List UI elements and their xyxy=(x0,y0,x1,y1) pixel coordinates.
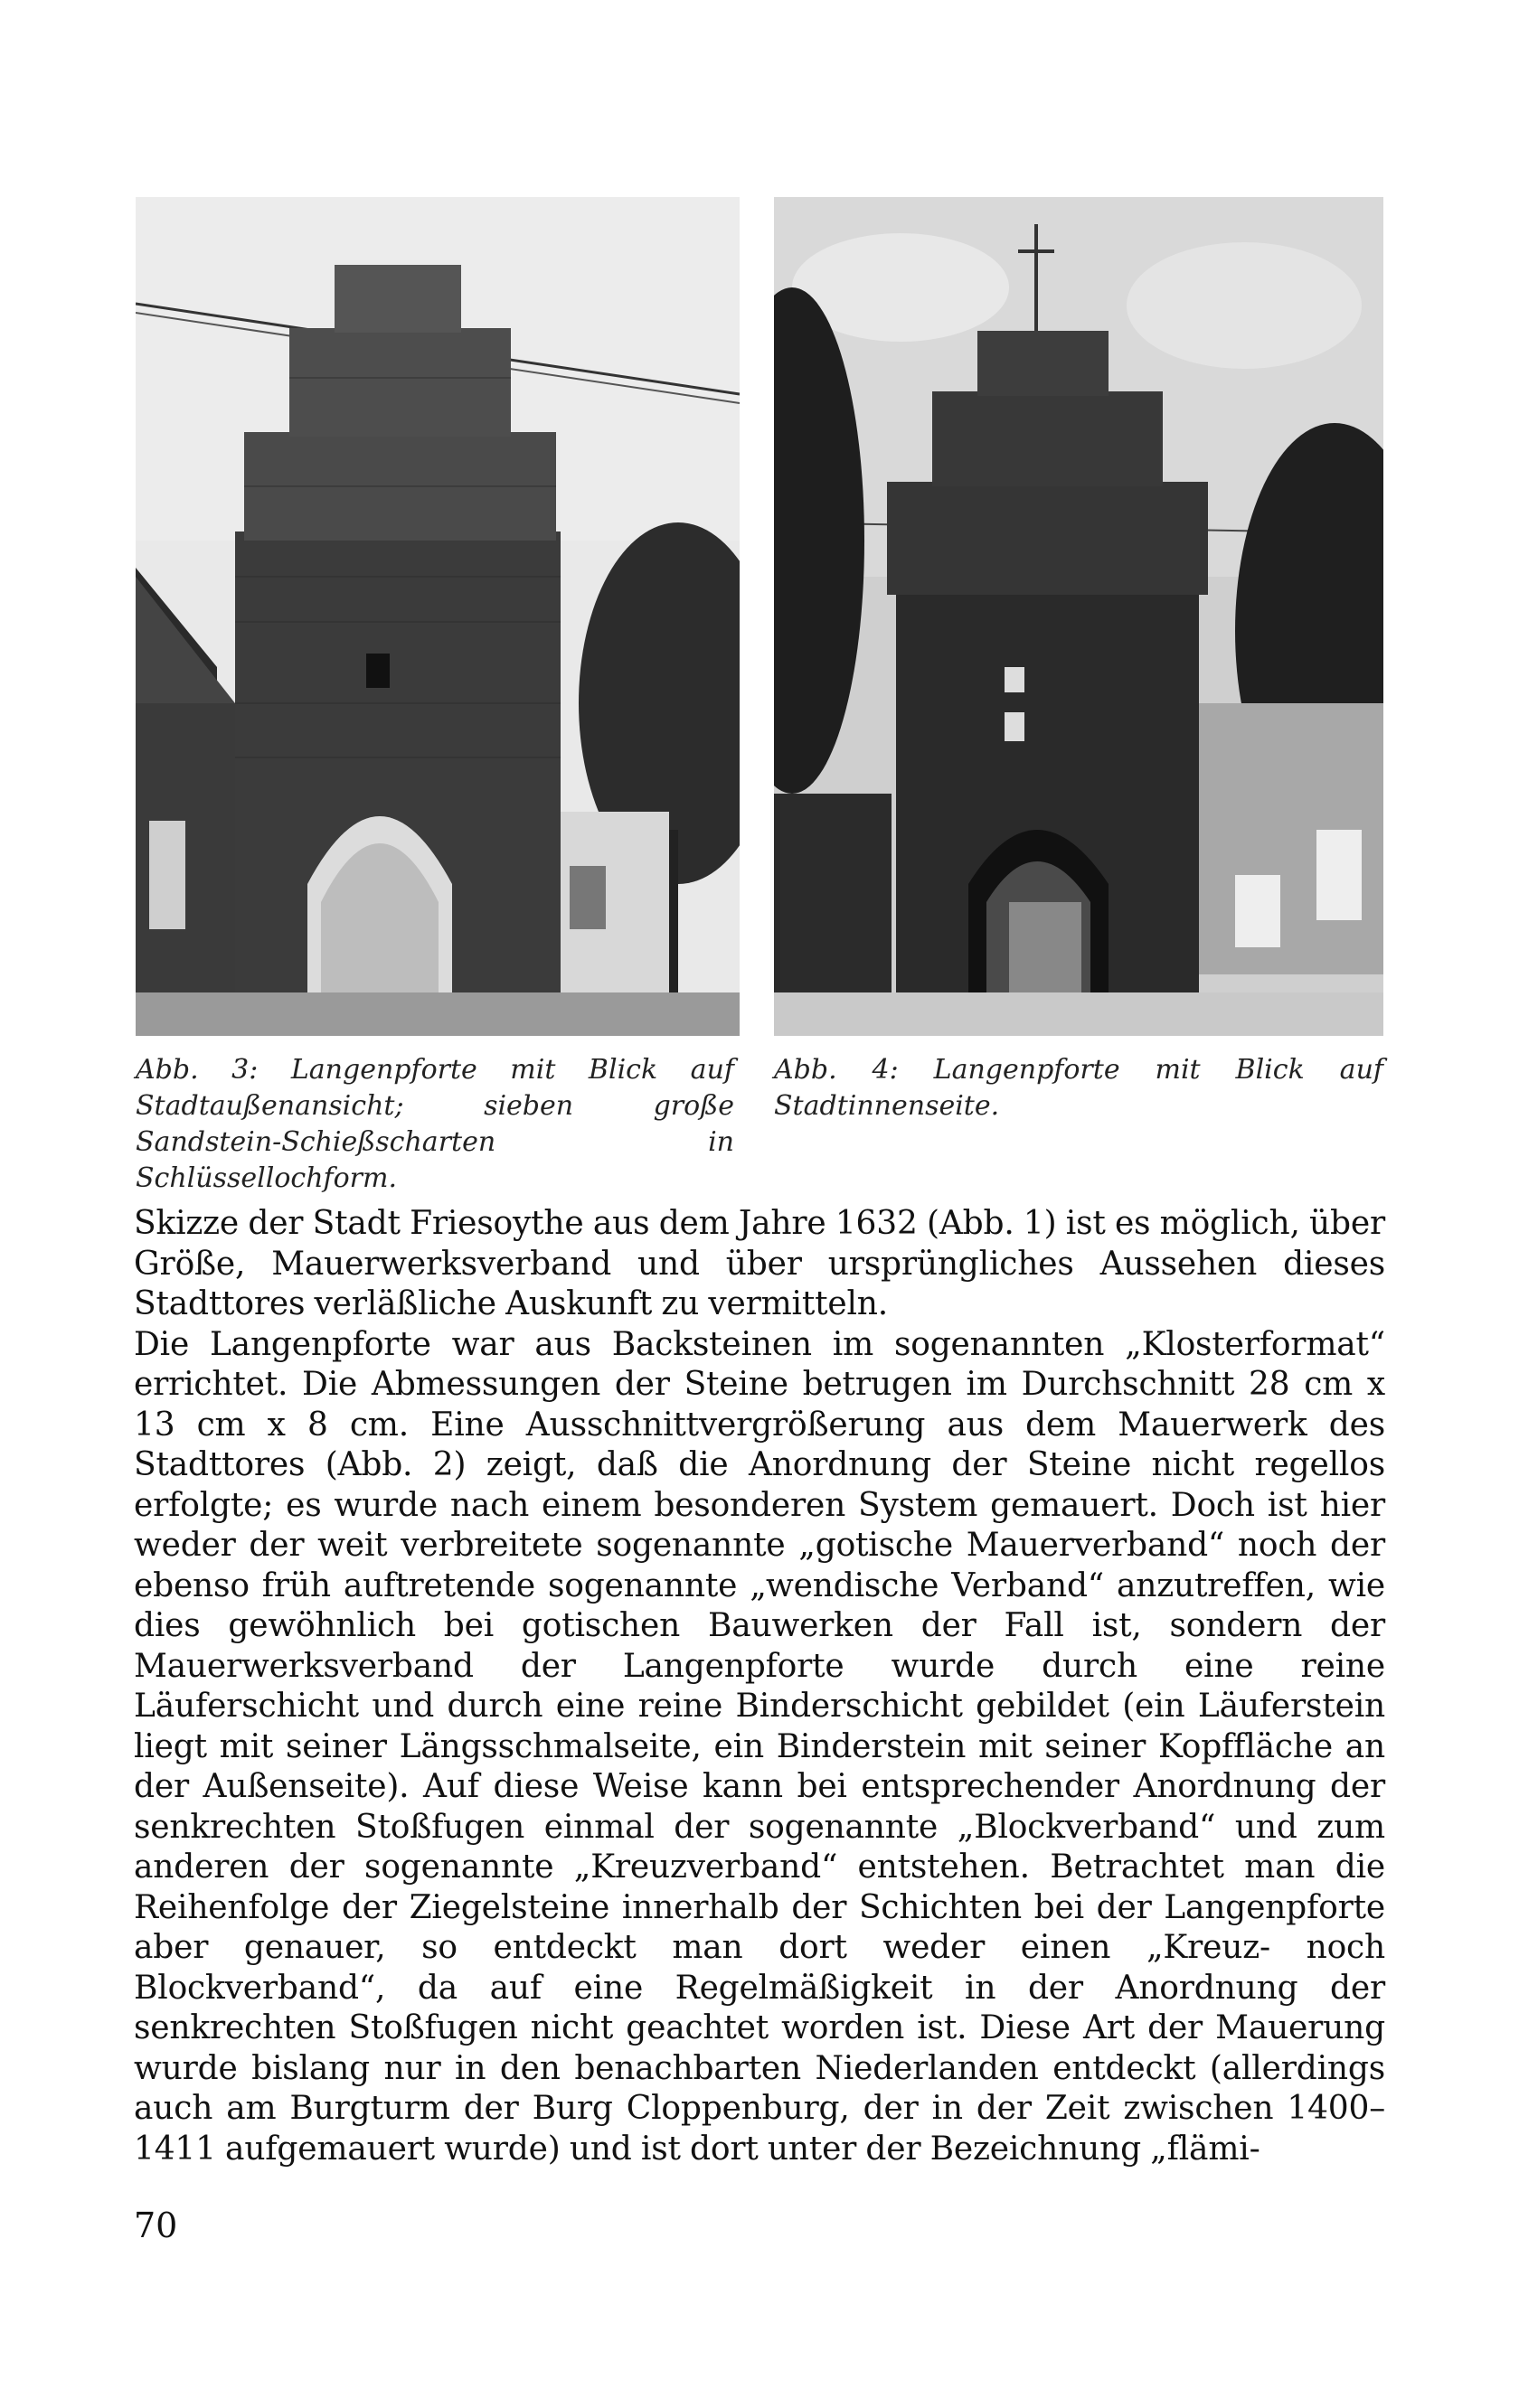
page-number: 70 xyxy=(134,2206,178,2245)
body-paragraph: Skizze der Stadt Friesoythe aus dem Jahre 1632 (Abb. 1) ist es möglich, über Größe, Mauerwerksverband und über ursprüngliches Aussehen dieses Stadttores verläßliche Auskunft zu vermitteln. xyxy=(134,1205,1385,1322)
figure-abb-4-photo xyxy=(774,197,1383,1036)
figure-abb-3-photo xyxy=(136,197,740,1036)
tower-inside-view-image xyxy=(774,197,1383,1036)
figure-abb-3-caption: Abb. 3: Langenpforte mit Blick auf Stadtaußenansicht; sieben große Sandstein-Schießscharten in Schlüssellochform. xyxy=(136,1054,734,1194)
body-paragraph: Die Langenpforte war aus Backsteinen im sogenannten „Klosterformat“ errichtet. Die Abmessungen der Steine betrugen im Durchschnitt 28 cm x 13 cm x 8 cm. Eine Ausschnittvergrößerung aus dem Mauerwerk des Stadttores (Abb. 2) zeigt, daß die Anordnung der Steine nicht regellos erfolgte; es wurde nach einem besonderen System gemauert. Doch ist hier weder der weit verbreitete sogenannte „gotische Mauerverband“ noch der ebenso früh auftretende sogenannte „wendische Verband“ anzutreffen, wie dies gewöhnlich bei gotischen Bauwerken der Fall ist, sondern der Mauerwerksverband der Langenpforte wurde durch eine reine Läuferschicht und durch eine reine Binderschicht gebildet (ein Läuferstein liegt mit seiner Längsschmalseite, ein Binderstein mit seiner Kopffläche an der Außenseite). Auf diese Weise kann bei entsprechender Anordnung der senkrechten Stoßfugen einmal der sogenannte „Blockverband“ und zum anderen der sogenannte „Kreuzverband“ entstehen. Betrachtet man die Reihenfolge der Ziegelsteine innerhalb der Schichten bei der Langenpforte aber genauer, so entdeckt man dort weder einen „Kreuz- noch Blockverband“, da auf eine Regelmäßigkeit in der Anordnung der senkrechten Stoßfugen nicht geachtet worden ist. Diese Art der Mauerung wurde bislang nur in den benachbarten Niederlanden entdeckt (allerdings auch am Burgturm der Burg Cloppenburg, der in der Zeit zwischen 1400–1411 aufgemauert wurde) und ist dort unter der Bezeichnung „flämi- xyxy=(134,1325,1385,2168)
figure-abb-4-caption: Abb. 4: Langenpforte mit Blick auf Stadtinnenseite. xyxy=(774,1054,1383,1122)
tower-outside-view-image xyxy=(136,197,740,1036)
body-text xyxy=(134,1204,1385,2169)
